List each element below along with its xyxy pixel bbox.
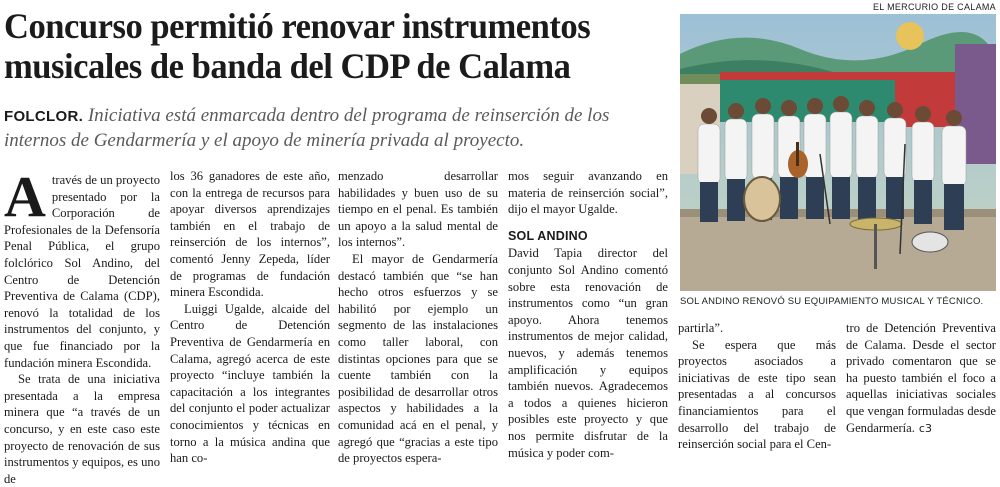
col3-paragraph-2: El mayor de Gendarmería destacó también que “se han hecho otros esfuerzos y se habilitó por ejemplo un segmento de las instalaciones como taller laboral, con distintas opciones para que se cuente también con la posibilidad de desarrollar otros aspectos y habilidades a la comunidad acá en el penal, y agregó que “gracias a este tipo de proyectos espera- <box>338 251 498 466</box>
photo-caption: SOL ANDINO RENOVÓ SU EQUIPAMIENTO MUSICAL Y TÉCNICO. <box>680 296 984 307</box>
col5-paragraph-1: partirla”. <box>678 321 724 335</box>
band-photo-illustration <box>680 14 996 291</box>
kicker: FOLCLOR. <box>4 108 84 125</box>
headline: Concurso permitió renovar instrumentos musicales de banda del CDP de Calama <box>4 6 591 86</box>
photo-credit: EL MERCURIO DE CALAMA <box>873 2 996 12</box>
column-5 <box>678 320 836 453</box>
lead-text: Iniciativa está enmarcada dentro del programa de reinserción de los internos de Gendarmería y el apoyo de minería privada al proyecto. <box>4 105 610 151</box>
column-2 <box>170 168 330 467</box>
col4-paragraph-2: David Tapia director del conjunto Sol Andino comentó sobre esta renovación de instrumentos como “un gran apoyo. Ahora tenemos instrumentos de mejor calidad, nuevos, y además tenemos amplificación y equipos también nuevos. Agradecemos a todos a quienes hicieron posibles este proyecto y que nos permite disfrutar de la música y poder com- <box>508 246 668 460</box>
col5-paragraph-2: Se espera que más proyectos asociados a iniciativas de este tipo sean presentadas a al concursos financiamientos para el desarrollo del trabajo de reinserción social para el Cen- <box>678 337 836 452</box>
column-3 <box>338 168 498 467</box>
subhead: SOL ANDINO <box>508 228 588 243</box>
col1-paragraph-2: Se trata de una iniciativa presentada a la empresa minera que “a través de un concurso, y en este caso este proyecto de renovación de sus instrumentos y equipos, es uno de <box>4 372 160 486</box>
col1-paragraph-1: través de un proyecto presentado por la Corporación de Profesionales de la Defensoría Penal Pública, el grupo folclórico Sol Andino, del Centro de Detención Preventiva de Calama (CDP), renovó la totalidad de los instrumentos del conjunto, y que fue financiado por la fundación minera Escondida. <box>4 173 160 370</box>
end-mark: c3 <box>918 421 932 435</box>
col2-paragraph-2: Luiggi Ugalde, alcaide del Centro de Detención Preventiva de Gendarmería en Calama, agregó acerca de este proyecto “incluye también la capacitación a los integrantes del conjunto el poder actualizar conocimientos y técnicas en torno a la música andina que han co- <box>170 301 330 466</box>
article-photo <box>680 14 996 291</box>
col6-paragraph-1: tro de Detención Preventiva de Calama. Desde el sector privado comentaron que se ha puesto también el foco a aquellas iniciativas sociales que vengan formuladas desde Gendarmería. <box>846 321 996 435</box>
drop-cap: A <box>4 164 46 229</box>
lead-paragraph <box>4 104 669 153</box>
col4-paragraph-1: mos seguir avanzando en materia de reinserción social”, dijo el mayor Ugalde. <box>508 169 668 217</box>
col2-paragraph-1: los 36 ganadores de este año, con la entrega de recursos para apoyar diversos aprendizajes también en el trabajo de reinserción de los internos”, comentó Jenny Zepeda, líder de programas de fundación minera Escondida. <box>170 169 330 300</box>
column-1 <box>4 164 160 487</box>
col3-paragraph-1: menzado desarrollar habilidades y buen uso de su tiempo en el penal. Es también un apoyo a la salud mental de los internos”. <box>338 169 498 250</box>
column-4 <box>508 168 668 461</box>
column-6 <box>846 320 996 437</box>
